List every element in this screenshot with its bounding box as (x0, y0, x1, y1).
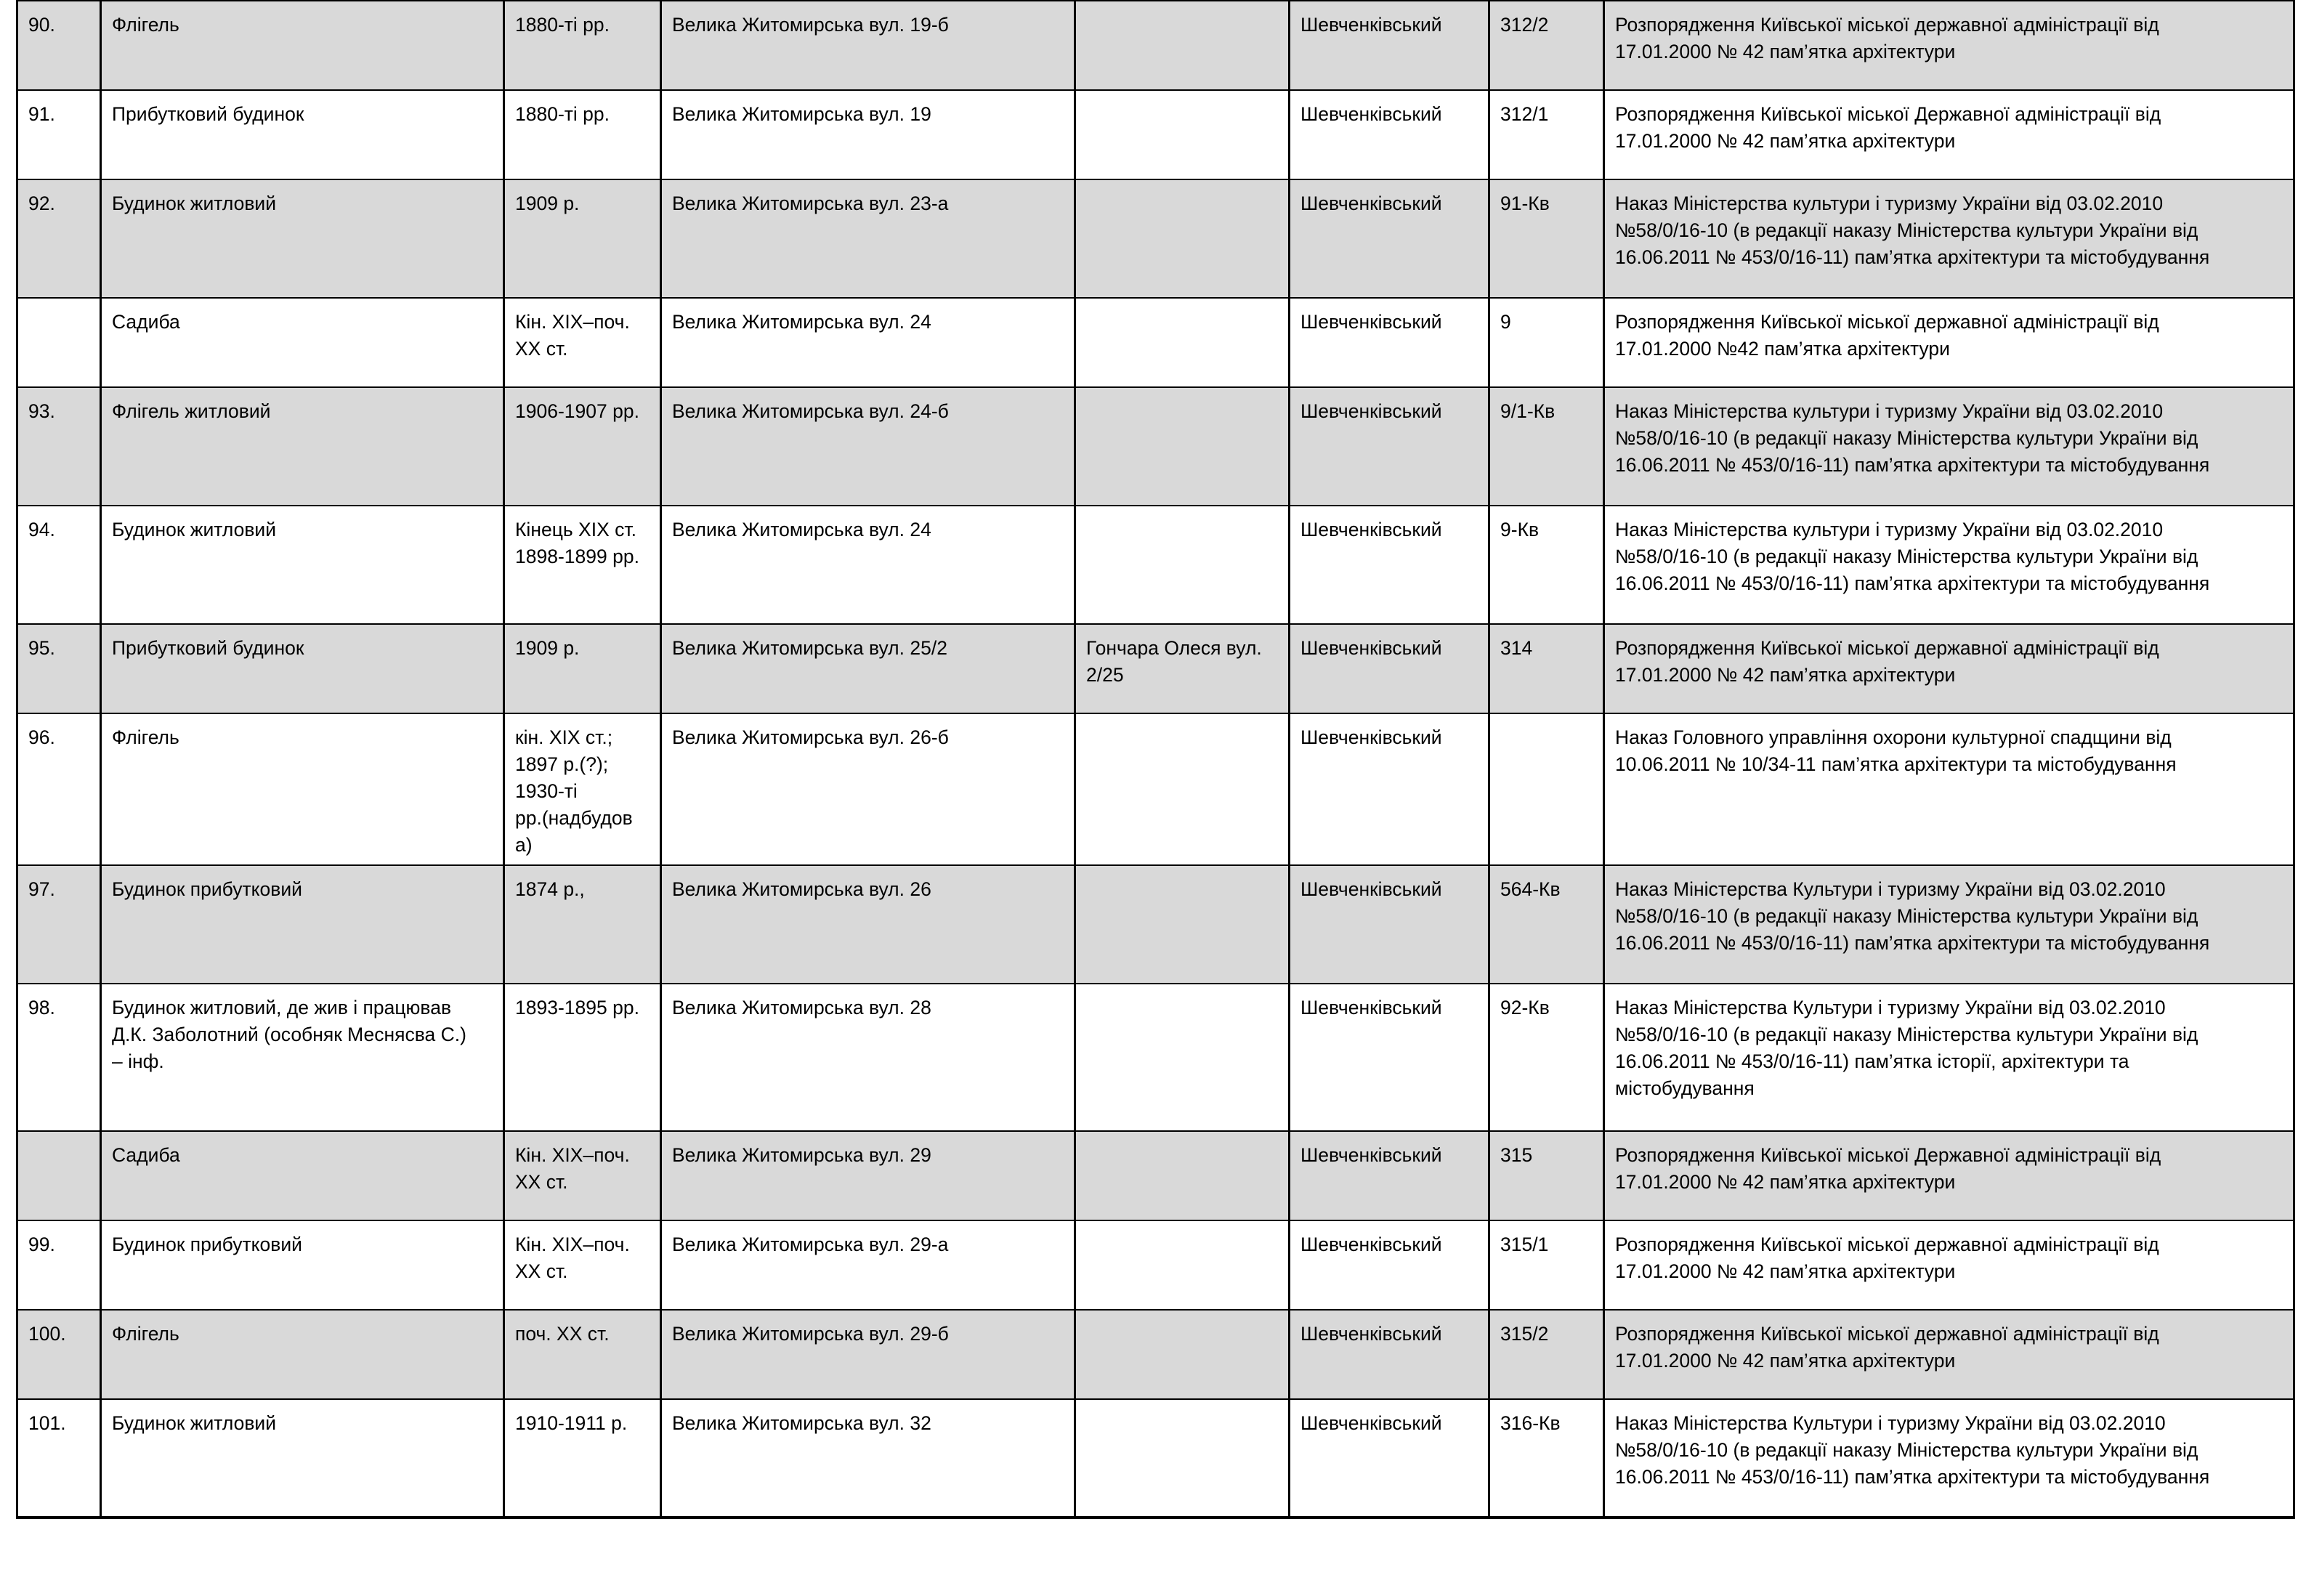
table-row (17, 984, 2294, 1131)
district-cell: Шевченківський (1290, 713, 1489, 865)
row-number-cell: 95. (17, 624, 101, 713)
dating-cell: 1910-1911 р. (504, 1399, 661, 1518)
district-cell: Шевченківський (1290, 506, 1489, 624)
district-cell: Шевченківський (1290, 179, 1489, 298)
table-row (17, 298, 2294, 387)
object-name-cell: Будинок прибутковий (101, 1220, 504, 1310)
legal-document-cell: Наказ Міністерства Культури і туризму України від 03.02.2010 №58/0/16-10 (в редакції наказу Міністерства культури України від 16.06.2011 № 453/0/16-11) пам’ятка історії, архітектури та містобудування (1604, 984, 2294, 1131)
dating-cell: 1906-1907 рр. (504, 387, 661, 506)
table-row (17, 624, 2294, 713)
table-row (17, 90, 2294, 179)
table-row (17, 865, 2294, 984)
legal-document-cell: Розпорядження Київської міської державної адміністрації від 17.01.2000 № 42 пам’ятка архітектури (1604, 1310, 2294, 1399)
alt-address-cell (1075, 298, 1290, 387)
protection-number-cell: 564-Кв (1489, 865, 1604, 984)
district-cell: Шевченківський (1290, 984, 1489, 1131)
row-number-cell: 96. (17, 713, 101, 865)
alt-address-cell (1075, 90, 1290, 179)
address-cell: Велика Житомирська вул. 24 (661, 298, 1075, 387)
row-number-cell: 90. (17, 1, 101, 90)
monuments-register-table (16, 0, 2295, 1519)
address-cell: Велика Житомирська вул. 23-а (661, 179, 1075, 298)
address-cell: Велика Житомирська вул. 32 (661, 1399, 1075, 1518)
alt-address-cell (1075, 1, 1290, 90)
protection-number-cell: 314 (1489, 624, 1604, 713)
address-cell: Велика Житомирська вул. 28 (661, 984, 1075, 1131)
object-name-cell: Будинок житловий (101, 1399, 504, 1518)
legal-document-cell: Наказ Міністерства культури і туризму України від 03.02.2010 №58/0/16-10 (в редакції наказу Міністерства культури України від 16.06.2011 № 453/0/16-11) пам’ятка архітектури та містобудування (1604, 179, 2294, 298)
legal-document-cell: Наказ Міністерства Культури і туризму України від 03.02.2010 №58/0/16-10 (в редакції наказу Міністерства культури України від 16.06.2011 № 453/0/16-11) пам’ятка архітектури та містобудування (1604, 865, 2294, 984)
address-cell: Велика Житомирська вул. 19-б (661, 1, 1075, 90)
legal-document-cell: Наказ Міністерства Культури і туризму України від 03.02.2010 №58/0/16-10 (в редакції наказу Міністерства культури України від 16.06.2011 № 453/0/16-11) пам’ятка архітектури та містобудування (1604, 1399, 2294, 1518)
table-body (17, 1, 2294, 1518)
dating-cell: поч. ХХ ст. (504, 1310, 661, 1399)
legal-document-cell: Розпорядження Київської міської державної адміністрації від 17.01.2000 № 42 пам’ятка архітектури (1604, 1, 2294, 90)
object-name-cell: Будинок житловий (101, 506, 504, 624)
legal-document-cell: Розпорядження Київської міської Державної адміністрації від 17.01.2000 № 42 пам’ятка архітектури (1604, 1131, 2294, 1220)
protection-number-cell: 9/1-Кв (1489, 387, 1604, 506)
legal-document-cell: Наказ Міністерства культури і туризму України від 03.02.2010 №58/0/16-10 (в редакції наказу Міністерства культури України від 16.06.2011 № 453/0/16-11) пам’ятка архітектури та містобудування (1604, 506, 2294, 624)
alt-address-cell (1075, 1220, 1290, 1310)
dating-cell: 1874 р., (504, 865, 661, 984)
address-cell: Велика Житомирська вул. 25/2 (661, 624, 1075, 713)
object-name-cell: Прибутковий будинок (101, 90, 504, 179)
row-number-cell: 100. (17, 1310, 101, 1399)
protection-number-cell: 315/1 (1489, 1220, 1604, 1310)
row-number-cell: 99. (17, 1220, 101, 1310)
object-name-cell: Будинок прибутковий (101, 865, 504, 984)
dating-cell: 1880-ті рр. (504, 1, 661, 90)
district-cell: Шевченківський (1290, 624, 1489, 713)
object-name-cell: Флігель (101, 1310, 504, 1399)
protection-number-cell: 91-Кв (1489, 179, 1604, 298)
row-number-cell: 91. (17, 90, 101, 179)
dating-cell: 1880-ті рр. (504, 90, 661, 179)
alt-address-cell (1075, 506, 1290, 624)
legal-document-cell: Розпорядження Київської міської державної адміністрації від 17.01.2000 №42 пам’ятка архітектури (1604, 298, 2294, 387)
alt-address-cell (1075, 387, 1290, 506)
alt-address-cell (1075, 1131, 1290, 1220)
protection-number-cell: 316-Кв (1489, 1399, 1604, 1518)
row-number-cell: 98. (17, 984, 101, 1131)
object-name-cell: Будинок житловий, де жив і працював Д.К. Заболотний (особняк Меснясва С.) – інф. (101, 984, 504, 1131)
district-cell: Шевченківський (1290, 90, 1489, 179)
row-number-cell: 92. (17, 179, 101, 298)
protection-number-cell: 92-Кв (1489, 984, 1604, 1131)
dating-cell: Кінець ХІХ ст. 1898-1899 рр. (504, 506, 661, 624)
alt-address-cell (1075, 865, 1290, 984)
object-name-cell: Будинок житловий (101, 179, 504, 298)
alt-address-cell: Гончара Олеся вул. 2/25 (1075, 624, 1290, 713)
district-cell: Шевченківський (1290, 298, 1489, 387)
address-cell: Велика Житомирська вул. 24-б (661, 387, 1075, 506)
protection-number-cell: 315/2 (1489, 1310, 1604, 1399)
alt-address-cell (1075, 179, 1290, 298)
table-row (17, 1220, 2294, 1310)
address-cell: Велика Житомирська вул. 19 (661, 90, 1075, 179)
address-cell: Велика Житомирська вул. 24 (661, 506, 1075, 624)
district-cell: Шевченківський (1290, 1220, 1489, 1310)
address-cell: Велика Житомирська вул. 26 (661, 865, 1075, 984)
alt-address-cell (1075, 713, 1290, 865)
row-number-cell: 101. (17, 1399, 101, 1518)
district-cell: Шевченківський (1290, 1399, 1489, 1518)
table-row (17, 506, 2294, 624)
protection-number-cell: 9-Кв (1489, 506, 1604, 624)
table-row (17, 713, 2294, 865)
object-name-cell: Садиба (101, 1131, 504, 1220)
object-name-cell: Флігель (101, 1, 504, 90)
alt-address-cell (1075, 1399, 1290, 1518)
row-number-cell (17, 298, 101, 387)
protection-number-cell: 312/2 (1489, 1, 1604, 90)
legal-document-cell: Наказ Міністерства культури і туризму України від 03.02.2010 №58/0/16-10 (в редакції наказу Міністерства культури України від 16.06.2011 № 453/0/16-11) пам’ятка архітектури та містобудування (1604, 387, 2294, 506)
protection-number-cell: 312/1 (1489, 90, 1604, 179)
address-cell: Велика Житомирська вул. 29-а (661, 1220, 1075, 1310)
dating-cell: Кін. ХІХ–поч. ХХ ст. (504, 1220, 661, 1310)
object-name-cell: Садиба (101, 298, 504, 387)
district-cell: Шевченківський (1290, 387, 1489, 506)
district-cell: Шевченківський (1290, 1131, 1489, 1220)
table-row (17, 179, 2294, 298)
address-cell: Велика Житомирська вул. 29 (661, 1131, 1075, 1220)
object-name-cell: Флігель (101, 713, 504, 865)
district-cell: Шевченківський (1290, 1, 1489, 90)
row-number-cell: 94. (17, 506, 101, 624)
legal-document-cell: Розпорядження Київської міської Державної адміністрації від 17.01.2000 № 42 пам’ятка архітектури (1604, 90, 2294, 179)
address-cell: Велика Житомирська вул. 26-б (661, 713, 1075, 865)
alt-address-cell (1075, 984, 1290, 1131)
dating-cell: кін. ХІХ ст.; 1897 р.(?); 1930-ті рр.(надбудов а) (504, 713, 661, 865)
alt-address-cell (1075, 1310, 1290, 1399)
table-row (17, 1131, 2294, 1220)
table-row (17, 387, 2294, 506)
object-name-cell: Флігель житловий (101, 387, 504, 506)
table-row (17, 1, 2294, 90)
legal-document-cell: Розпорядження Київської міської державної адміністрації від 17.01.2000 № 42 пам’ятка архітектури (1604, 1220, 2294, 1310)
dating-cell: 1893-1895 рр. (504, 984, 661, 1131)
row-number-cell: 97. (17, 865, 101, 984)
dating-cell: 1909 р. (504, 624, 661, 713)
dating-cell: Кін. ХІХ–поч. ХХ ст. (504, 1131, 661, 1220)
legal-document-cell: Наказ Головного управління охорони культурної спадщини від 10.06.2011 № 10/34-11 пам’ятка архітектури та містобудування (1604, 713, 2294, 865)
dating-cell: 1909 р. (504, 179, 661, 298)
table-row (17, 1310, 2294, 1399)
object-name-cell: Прибутковий будинок (101, 624, 504, 713)
table-row (17, 1399, 2294, 1518)
dating-cell: Кін. ХІХ–поч. ХХ ст. (504, 298, 661, 387)
protection-number-cell: 315 (1489, 1131, 1604, 1220)
row-number-cell: 93. (17, 387, 101, 506)
legal-document-cell: Розпорядження Київської міської державної адміністрації від 17.01.2000 № 42 пам’ятка архітектури (1604, 624, 2294, 713)
protection-number-cell: 9 (1489, 298, 1604, 387)
district-cell: Шевченківський (1290, 865, 1489, 984)
row-number-cell (17, 1131, 101, 1220)
protection-number-cell (1489, 713, 1604, 865)
district-cell: Шевченківський (1290, 1310, 1489, 1399)
address-cell: Велика Житомирська вул. 29-б (661, 1310, 1075, 1399)
